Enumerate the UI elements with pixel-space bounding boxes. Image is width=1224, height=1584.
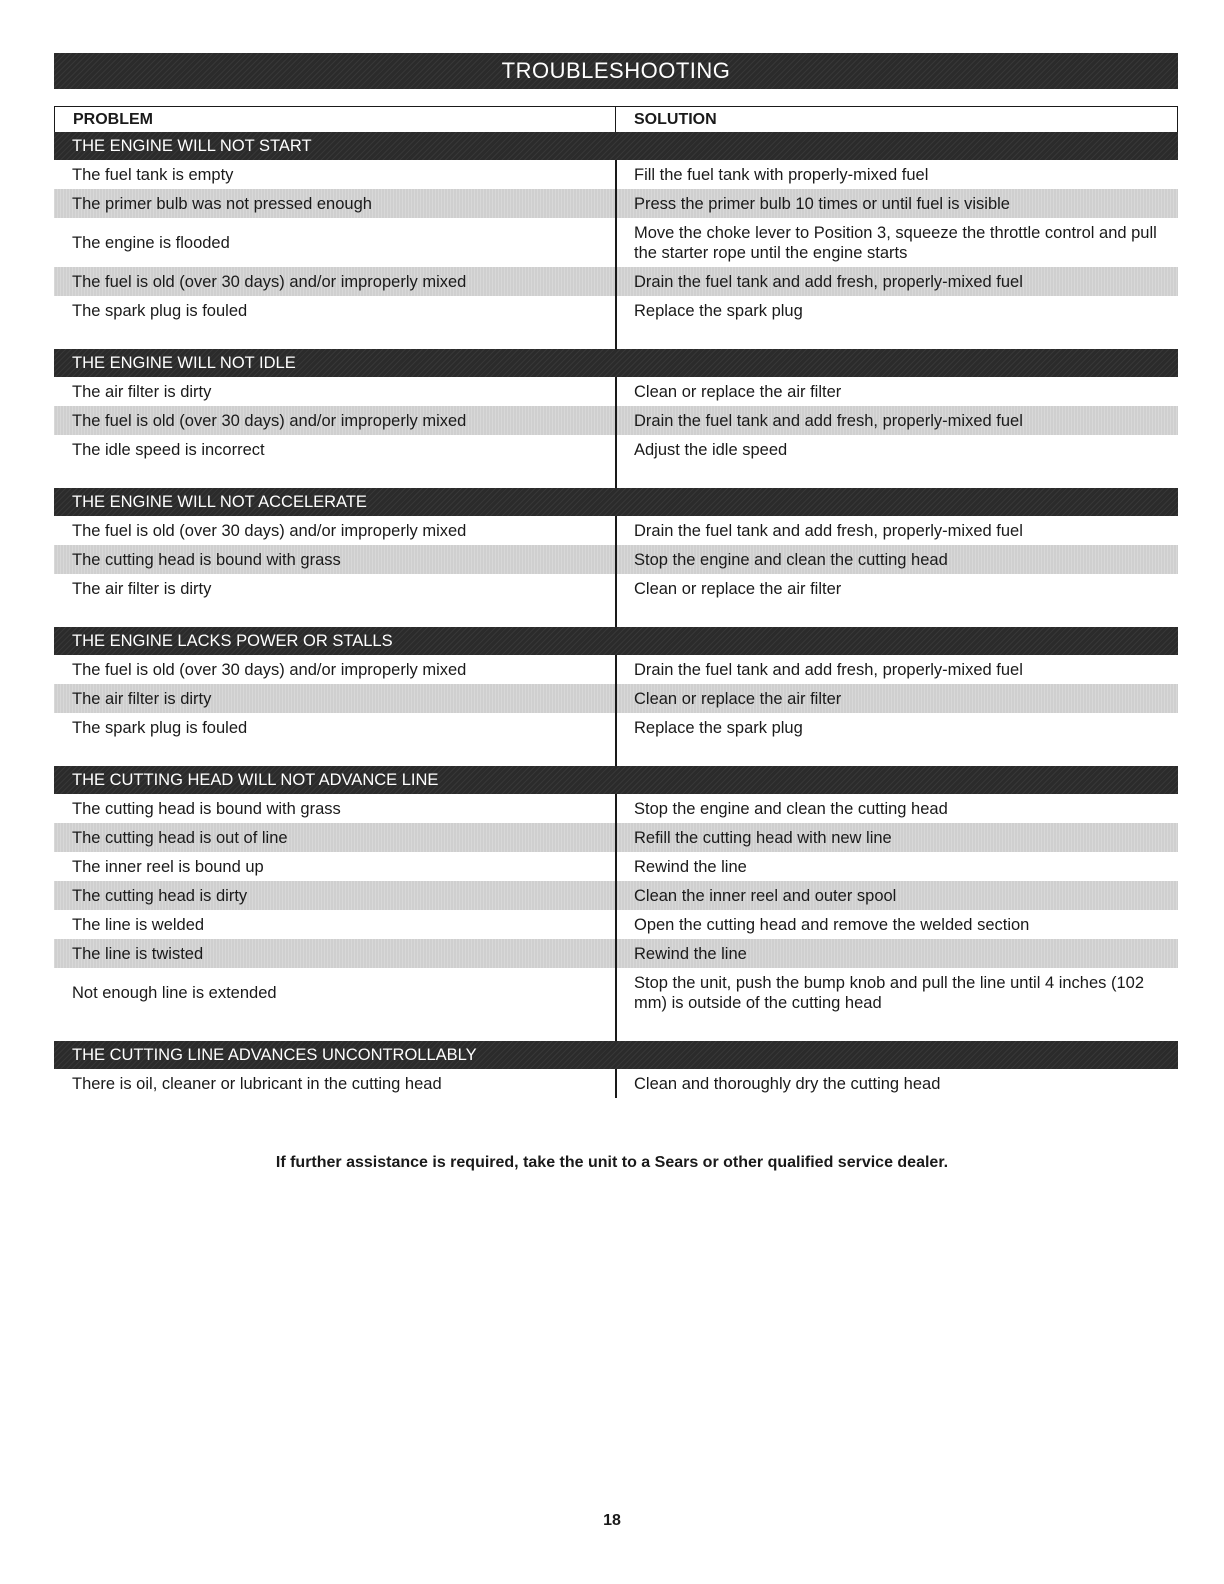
problem-cell: There is oil, cleaner or lubricant in the cutting head <box>72 1074 442 1093</box>
section <box>54 488 1178 627</box>
section <box>54 349 1178 488</box>
table-body <box>54 132 1178 1098</box>
table-row <box>54 574 1178 603</box>
table-row <box>54 435 1178 464</box>
section-rows <box>54 794 1178 1041</box>
table-row <box>54 713 1178 742</box>
table-row <box>54 189 1178 218</box>
table-row <box>54 823 1178 852</box>
problem-cell: The fuel tank is empty <box>72 165 234 184</box>
table-row <box>54 406 1178 435</box>
solution-cell: Rewind the line <box>634 944 747 963</box>
solution-cell: Stop the unit, push the bump knob and pull the line until 4 inches (102 mm) is outside of the cutting head <box>634 973 1145 1012</box>
section-heading: THE CUTTING HEAD WILL NOT ADVANCE LINE <box>54 766 1178 794</box>
page-number: 18 <box>603 1512 621 1529</box>
table-row <box>54 968 1178 1017</box>
section-spacer <box>54 464 1178 488</box>
section-heading: THE ENGINE WILL NOT ACCELERATE <box>54 488 1178 516</box>
page-title: TROUBLESHOOTING <box>54 53 1178 89</box>
solution-cell: Drain the fuel tank and add fresh, properly-mixed fuel <box>634 521 1023 540</box>
section-heading: THE ENGINE WILL NOT IDLE <box>54 349 1178 377</box>
solution-cell: Drain the fuel tank and add fresh, properly-mixed fuel <box>634 411 1023 430</box>
solution-cell: Replace the spark plug <box>634 718 803 737</box>
problem-cell: The fuel is old (over 30 days) and/or improperly mixed <box>72 660 467 679</box>
solution-cell: Clean or replace the air filter <box>634 579 842 598</box>
problem-cell: The air filter is dirty <box>72 689 212 708</box>
problem-cell: Not enough line is extended <box>72 983 277 1002</box>
table-row <box>54 377 1178 406</box>
footer-note: If further assistance is required, take the unit to a Sears or other qualified service dealer. <box>275 1154 949 1171</box>
table-row <box>54 545 1178 574</box>
problem-cell: The spark plug is fouled <box>72 301 248 320</box>
solution-cell: Drain the fuel tank and add fresh, properly-mixed fuel <box>634 272 1023 291</box>
problem-cell: The idle speed is incorrect <box>72 440 265 459</box>
column-header-problem: PROBLEM <box>55 107 616 132</box>
table-row <box>54 267 1178 296</box>
section-spacer <box>54 742 1178 766</box>
problem-cell: The cutting head is bound with grass <box>72 799 341 818</box>
table-row <box>54 794 1178 823</box>
section-rows <box>54 160 1178 349</box>
problem-cell: The primer bulb was not pressed enough <box>72 194 372 213</box>
problem-cell: The fuel is old (over 30 days) and/or improperly mixed <box>72 272 467 291</box>
solution-cell: Press the primer bulb 10 times or until fuel is visible <box>634 194 1010 213</box>
table-row <box>54 218 1178 267</box>
table-row <box>54 160 1178 189</box>
table-row <box>54 1069 1178 1098</box>
solution-cell: Fill the fuel tank with properly-mixed fuel <box>634 165 929 184</box>
section <box>54 1041 1178 1098</box>
section-rows <box>54 377 1178 488</box>
solution-cell: Clean the inner reel and outer spool <box>634 886 897 905</box>
solution-cell: Replace the spark plug <box>634 301 803 320</box>
section-rows <box>54 1069 1178 1098</box>
section-spacer <box>54 603 1178 627</box>
problem-cell: The line is twisted <box>72 944 204 963</box>
section <box>54 132 1178 349</box>
column-header-solution: SOLUTION <box>634 111 717 128</box>
solution-cell: Move the choke lever to Position 3, squeeze the throttle control and pull the starter rope until the engine starts <box>634 223 1157 262</box>
problem-cell: The fuel is old (over 30 days) and/or improperly mixed <box>72 411 467 430</box>
problem-cell: The inner reel is bound up <box>72 857 264 876</box>
problem-cell: The spark plug is fouled <box>72 718 248 737</box>
solution-cell: Rewind the line <box>634 857 747 876</box>
solution-cell: Drain the fuel tank and add fresh, properly-mixed fuel <box>634 660 1023 679</box>
solution-cell: Stop the engine and clean the cutting head <box>634 550 948 569</box>
solution-cell: Clean or replace the air filter <box>634 689 842 708</box>
table-row <box>54 852 1178 881</box>
problem-cell: The cutting head is bound with grass <box>72 550 341 569</box>
solution-cell: Open the cutting head and remove the welded section <box>634 915 1030 934</box>
solution-cell: Clean or replace the air filter <box>634 382 842 401</box>
problem-cell: The air filter is dirty <box>72 579 212 598</box>
table-row <box>54 296 1178 325</box>
section-rows <box>54 516 1178 627</box>
section <box>54 766 1178 1041</box>
table-row <box>54 881 1178 910</box>
section <box>54 627 1178 766</box>
table-row <box>54 939 1178 968</box>
solution-cell: Stop the engine and clean the cutting head <box>634 799 948 818</box>
problem-cell: The engine is flooded <box>72 233 230 252</box>
section-heading: THE ENGINE LACKS POWER OR STALLS <box>54 627 1178 655</box>
section-heading: THE CUTTING LINE ADVANCES UNCONTROLLABLY <box>54 1041 1178 1069</box>
problem-cell: The cutting head is dirty <box>72 886 248 905</box>
section-spacer <box>54 1017 1178 1041</box>
section-rows <box>54 655 1178 766</box>
table-row <box>54 910 1178 939</box>
problem-cell: The fuel is old (over 30 days) and/or improperly mixed <box>72 521 467 540</box>
table-row <box>54 655 1178 684</box>
solution-cell: Refill the cutting head with new line <box>634 828 892 847</box>
solution-cell: Clean and thoroughly dry the cutting head <box>634 1074 941 1093</box>
table-row <box>54 684 1178 713</box>
section-heading: THE ENGINE WILL NOT START <box>54 132 1178 160</box>
column-header-row <box>54 106 1178 132</box>
problem-cell: The air filter is dirty <box>72 382 212 401</box>
troubleshooting-table <box>54 106 1178 1098</box>
section-spacer <box>54 325 1178 349</box>
problem-cell: The cutting head is out of line <box>72 828 288 847</box>
table-row <box>54 516 1178 545</box>
solution-cell: Adjust the idle speed <box>634 440 788 459</box>
problem-cell: The line is welded <box>72 915 205 934</box>
